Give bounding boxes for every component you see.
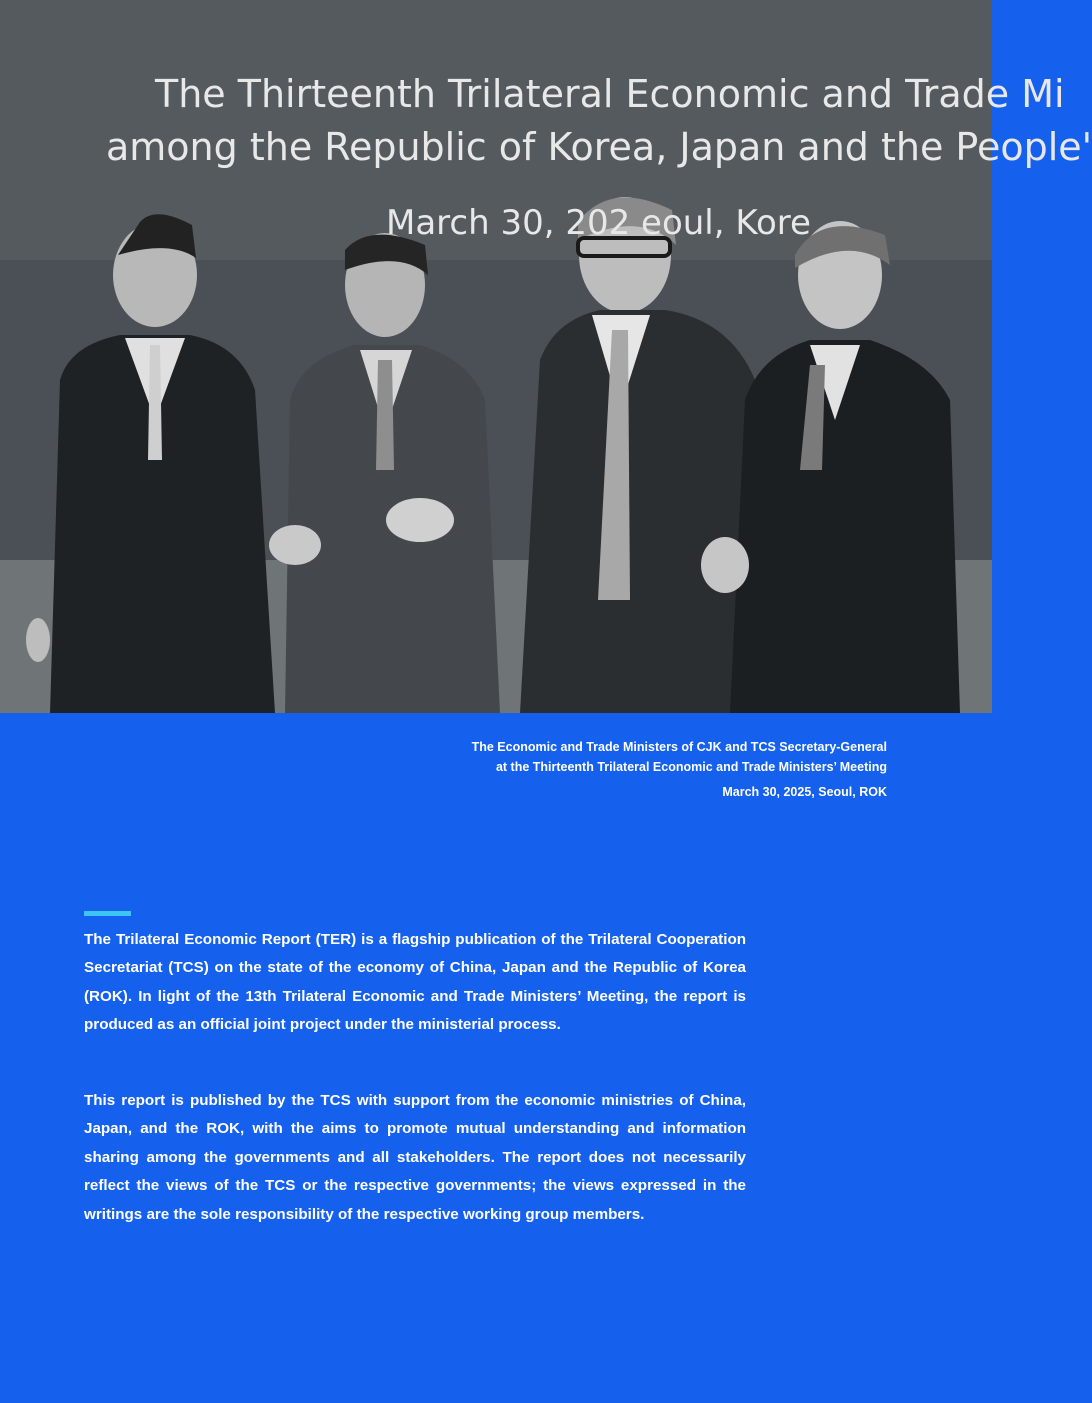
banner-date-line: March 30, 202 eoul, Kore <box>386 203 811 243</box>
intro-paragraph: The Trilateral Economic Report (TER) is a flagship publication of the Trilateral Cooperation Secretariat (TCS) on the state of the economy of China, Japan and the Republic of Korea (ROK). In light of the 13th Trilateral Economic and Trade Ministers’ Meeting, the report is produced as an official joint project under the ministerial process. <box>84 931 746 1034</box>
photo-caption <box>472 737 887 802</box>
caption-line-1: The Economic and Trade Ministers of CJK and TCS Secretary-General <box>471 740 887 754</box>
disclaimer-paragraph: This report is published by the TCS with support from the economic ministries of China, Japan, and the ROK, with the aims to promote mutual understanding and information sharing among the governments and all stakeholders. The report does not necessarily reflect the views of the TCS or the respective governments; the views expressed in the writings are the sole responsibility of the respective working group members. <box>84 1092 746 1223</box>
caption-line-2: at the Thirteenth Trilateral Economic and Trade Ministers’ Meeting <box>495 760 887 774</box>
caption-date: March 30, 2025, Seoul, ROK <box>722 785 887 799</box>
banner-title-line-1: The Thirteenth Trilateral Economic and Trade Mi <box>155 72 1065 116</box>
accent-bar <box>84 911 131 916</box>
banner-title-line-2: among the Republic of Korea, Japan and the People' <box>106 125 1092 169</box>
